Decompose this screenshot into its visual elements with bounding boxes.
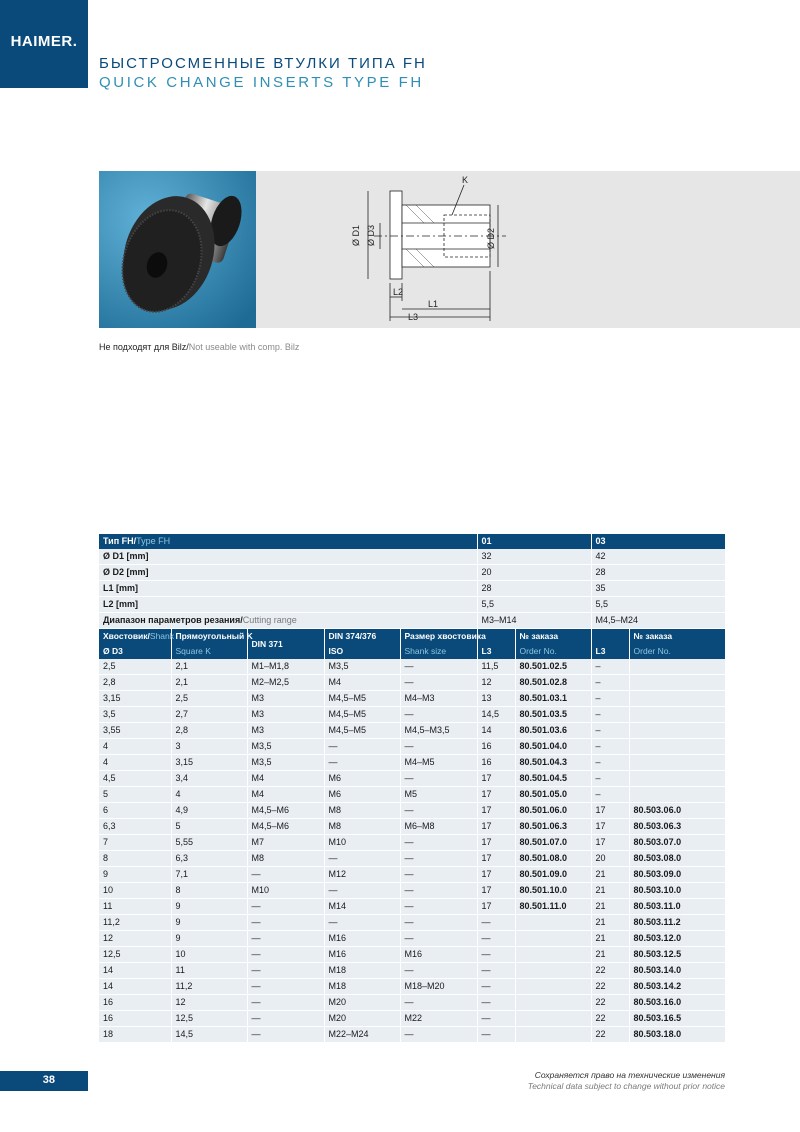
cell-l3-01: 13 <box>477 691 515 707</box>
drawing-label-l2: L2 <box>393 287 404 297</box>
cell-shank: 14 <box>99 979 171 995</box>
cell-square: 9 <box>171 899 247 915</box>
cell-l3-01: — <box>477 931 515 947</box>
cell-l3-01: — <box>477 963 515 979</box>
cell-din371: M10 <box>247 883 324 899</box>
cell-order-01: 80.501.09.0 <box>515 867 591 883</box>
spec-value-03: 35 <box>591 581 725 597</box>
cell-shank: 12,5 <box>99 947 171 963</box>
cell-shank-size: — <box>400 915 477 931</box>
cell-l3-03: – <box>591 771 629 787</box>
spec-value-03: 28 <box>591 565 725 581</box>
cell-l3-03: 21 <box>591 867 629 883</box>
spec-label: L1 [mm] <box>99 581 477 597</box>
cell-order-03: 80.503.06.0 <box>629 803 725 819</box>
cell-shank: 12 <box>99 931 171 947</box>
table-row <box>99 755 725 771</box>
cell-order-03 <box>629 787 725 803</box>
spec-label: Диапазон параметров резания/Cutting range <box>99 613 477 629</box>
cell-l3-01: 16 <box>477 755 515 771</box>
cell-square: 4,9 <box>171 803 247 819</box>
cell-din371: — <box>247 931 324 947</box>
cell-l3-01: 17 <box>477 867 515 883</box>
cell-shank: 2,8 <box>99 675 171 691</box>
spec-header-03: 03 <box>591 534 725 549</box>
cell-order-03: 80.503.08.0 <box>629 851 725 867</box>
table-row <box>99 1027 725 1043</box>
cell-square: 12,5 <box>171 1011 247 1027</box>
spec-label: Ø D2 [mm] <box>99 565 477 581</box>
cell-order-01: 80.501.11.0 <box>515 899 591 915</box>
cell-shank-size: — <box>400 899 477 915</box>
cell-order-03 <box>629 675 725 691</box>
col-header-l3-01: L3 <box>477 629 515 660</box>
cell-order-03: 80.503.16.5 <box>629 1011 725 1027</box>
cell-shank-size: M6–M8 <box>400 819 477 835</box>
cell-din374: M16 <box>324 931 400 947</box>
cell-square: 2,5 <box>171 691 247 707</box>
cell-square: 2,1 <box>171 659 247 675</box>
cell-l3-03: 21 <box>591 899 629 915</box>
cell-din371: M3 <box>247 723 324 739</box>
cell-din374: M16 <box>324 947 400 963</box>
note-ru: Не подходят для Bilz/ <box>99 342 189 352</box>
table-row <box>99 883 725 899</box>
cell-order-01 <box>515 1011 591 1027</box>
cell-square: 11,2 <box>171 979 247 995</box>
cell-shank-size: M4–M5 <box>400 755 477 771</box>
cell-din371: M4 <box>247 771 324 787</box>
technical-drawing <box>256 171 800 328</box>
table-row <box>99 787 725 803</box>
note-en: Not useable with comp. Bilz <box>188 342 300 352</box>
cell-shank-size: — <box>400 963 477 979</box>
table-row <box>99 723 725 739</box>
cell-din374: — <box>324 755 400 771</box>
cell-order-03: 80.503.18.0 <box>629 1027 725 1043</box>
cell-din374: M4 <box>324 675 400 691</box>
cell-din371: — <box>247 947 324 963</box>
drawing-label-l1: L1 <box>428 299 439 309</box>
cell-order-03: 80.503.07.0 <box>629 835 725 851</box>
technical-drawing-panel <box>256 171 800 328</box>
cell-shank-size: M18–M20 <box>400 979 477 995</box>
cell-shank-size: — <box>400 1027 477 1043</box>
cell-shank: 16 <box>99 995 171 1011</box>
cell-l3-01: 17 <box>477 851 515 867</box>
cell-l3-03: 17 <box>591 803 629 819</box>
cell-square: 8 <box>171 883 247 899</box>
cell-l3-01: 14 <box>477 723 515 739</box>
cell-l3-01: 17 <box>477 787 515 803</box>
cell-order-01: 80.501.03.6 <box>515 723 591 739</box>
spec-value-01: 28 <box>477 581 591 597</box>
cell-shank-size: — <box>400 771 477 787</box>
drawing-label-k: K <box>462 175 469 185</box>
cell-order-03 <box>629 659 725 675</box>
cell-order-03: 80.503.14.0 <box>629 963 725 979</box>
cell-shank: 11 <box>99 899 171 915</box>
cell-din374: M4,5–M5 <box>324 707 400 723</box>
spec-value-03: M4,5–M24 <box>591 613 725 629</box>
cell-din374: M20 <box>324 995 400 1011</box>
cell-order-01: 80.501.04.0 <box>515 739 591 755</box>
cell-l3-03: 21 <box>591 947 629 963</box>
spec-header-01: 01 <box>477 534 591 549</box>
cell-shank: 3,15 <box>99 691 171 707</box>
cell-l3-01: 17 <box>477 803 515 819</box>
cell-order-03: 80.503.11.0 <box>629 899 725 915</box>
cell-shank-size: — <box>400 995 477 1011</box>
cell-l3-03: 22 <box>591 995 629 1011</box>
cell-shank-size: — <box>400 851 477 867</box>
table-row <box>99 1011 725 1027</box>
cell-order-01 <box>515 963 591 979</box>
cell-l3-03: – <box>591 755 629 771</box>
cell-shank: 14 <box>99 963 171 979</box>
cell-square: 9 <box>171 915 247 931</box>
table-row <box>99 867 725 883</box>
cell-square: 10 <box>171 947 247 963</box>
col-header-l3-03: L3 <box>591 629 629 660</box>
table-row <box>99 995 725 1011</box>
cell-shank: 16 <box>99 1011 171 1027</box>
drawing-label-d3: Ø D3 <box>366 224 376 246</box>
cell-l3-03: 22 <box>591 979 629 995</box>
spec-row <box>99 549 725 565</box>
cell-l3-01: — <box>477 915 515 931</box>
cell-order-01: 80.501.06.0 <box>515 803 591 819</box>
cell-square: 6,3 <box>171 851 247 867</box>
col-header-din371: DIN 371 <box>247 629 324 660</box>
cell-din374: M8 <box>324 803 400 819</box>
cell-din374: M10 <box>324 835 400 851</box>
cell-l3-03: 22 <box>591 963 629 979</box>
spec-row <box>99 613 725 629</box>
cell-square: 7,1 <box>171 867 247 883</box>
page-number: 38 <box>42 1074 55 1086</box>
cell-l3-03: – <box>591 659 629 675</box>
cell-order-01: 80.501.02.5 <box>515 659 591 675</box>
table-row <box>99 931 725 947</box>
spec-label: Ø D1 [mm] <box>99 549 477 565</box>
cell-order-01: 80.501.03.5 <box>515 707 591 723</box>
cell-l3-01: 17 <box>477 883 515 899</box>
cell-order-01: 80.501.07.0 <box>515 835 591 851</box>
cell-shank: 4 <box>99 739 171 755</box>
cell-order-03: 80.503.12.5 <box>629 947 725 963</box>
col-header-shank: Хвостовик/Shank Ø D3 <box>99 629 171 660</box>
cell-order-01: 80.501.04.3 <box>515 755 591 771</box>
cell-l3-01: 17 <box>477 835 515 851</box>
cell-shank: 11,2 <box>99 915 171 931</box>
table-row <box>99 675 725 691</box>
cell-l3-01: — <box>477 995 515 1011</box>
table-row <box>99 819 725 835</box>
cell-din374: — <box>324 851 400 867</box>
cell-shank-size: — <box>400 659 477 675</box>
cell-shank: 7 <box>99 835 171 851</box>
product-photo <box>99 171 256 328</box>
cell-shank: 5 <box>99 787 171 803</box>
cell-din374: M3,5 <box>324 659 400 675</box>
cell-order-01: 80.501.06.3 <box>515 819 591 835</box>
cell-l3-03: 21 <box>591 883 629 899</box>
page-title-en: QUICK CHANGE INSERTS TYPE FH <box>99 74 424 91</box>
cell-shank: 6,3 <box>99 819 171 835</box>
cell-shank: 3,5 <box>99 707 171 723</box>
cell-din374: M22–M24 <box>324 1027 400 1043</box>
cell-square: 4 <box>171 787 247 803</box>
cell-square: 9 <box>171 931 247 947</box>
cell-din371: — <box>247 995 324 1011</box>
cell-din371: M8 <box>247 851 324 867</box>
cell-din374: M18 <box>324 963 400 979</box>
cell-order-01 <box>515 915 591 931</box>
cell-din371: — <box>247 1011 324 1027</box>
cell-order-03 <box>629 723 725 739</box>
cell-din371: M3 <box>247 707 324 723</box>
product-photo-image <box>99 171 256 328</box>
cell-order-03 <box>629 771 725 787</box>
cell-din374: — <box>324 739 400 755</box>
spec-value-01: M3–M14 <box>477 613 591 629</box>
drawing-label-d2: Ø D2 <box>486 227 496 249</box>
cell-order-01: 80.501.05.0 <box>515 787 591 803</box>
cell-order-03 <box>629 707 725 723</box>
cell-order-01: 80.501.04.5 <box>515 771 591 787</box>
cell-shank-size: — <box>400 867 477 883</box>
drawing-label-l3: L3 <box>408 312 419 322</box>
cell-order-03: 80.503.09.0 <box>629 867 725 883</box>
cell-l3-03: – <box>591 723 629 739</box>
cell-order-03: 80.503.14.2 <box>629 979 725 995</box>
cell-shank-size: M4,5–M3,5 <box>400 723 477 739</box>
cell-order-03: 80.503.06.3 <box>629 819 725 835</box>
cell-l3-03: 20 <box>591 851 629 867</box>
cell-square: 11 <box>171 963 247 979</box>
footer-note-en: Technical data subject to change without prior notice <box>527 1081 725 1091</box>
cell-shank: 2,5 <box>99 659 171 675</box>
cell-order-03: 80.503.12.0 <box>629 931 725 947</box>
cell-shank: 6 <box>99 803 171 819</box>
footer-note-ru: Сохраняется право на технические изменения <box>534 1070 725 1080</box>
cell-order-01 <box>515 947 591 963</box>
col-header-din374: DIN 374/376 ISO <box>324 629 400 660</box>
cell-square: 12 <box>171 995 247 1011</box>
cell-shank-size: — <box>400 835 477 851</box>
cell-shank: 18 <box>99 1027 171 1043</box>
brand-logo: HAIMER. <box>10 33 78 50</box>
cell-din374: M8 <box>324 819 400 835</box>
spec-body <box>99 534 725 629</box>
table-row <box>99 963 725 979</box>
drawing-label-d1: Ø D1 <box>351 224 361 246</box>
cell-square: 3,15 <box>171 755 247 771</box>
cell-square: 3 <box>171 739 247 755</box>
cell-l3-01: 14,5 <box>477 707 515 723</box>
spec-value-01: 20 <box>477 565 591 581</box>
table-row <box>99 707 725 723</box>
cell-din374: M6 <box>324 787 400 803</box>
cell-din371: M4 <box>247 787 324 803</box>
cell-din371: M1–M1,8 <box>247 659 324 675</box>
cell-l3-03: 22 <box>591 1011 629 1027</box>
cell-l3-01: 17 <box>477 819 515 835</box>
cell-din374: M20 <box>324 1011 400 1027</box>
cell-din374: M4,5–M5 <box>324 691 400 707</box>
cell-din371: — <box>247 867 324 883</box>
cell-l3-01: — <box>477 1011 515 1027</box>
spec-header-row <box>99 534 725 549</box>
cell-din374: M6 <box>324 771 400 787</box>
cell-shank-size: M22 <box>400 1011 477 1027</box>
cell-order-03 <box>629 755 725 771</box>
cell-square: 5 <box>171 819 247 835</box>
table-row <box>99 739 725 755</box>
cell-order-01 <box>515 931 591 947</box>
data-body <box>99 659 725 1043</box>
cell-l3-01: 11,5 <box>477 659 515 675</box>
cell-shank-size: — <box>400 803 477 819</box>
cell-l3-03: – <box>591 707 629 723</box>
cell-order-03 <box>629 739 725 755</box>
cell-shank-size: — <box>400 707 477 723</box>
cell-shank-size: — <box>400 739 477 755</box>
cell-l3-03: – <box>591 691 629 707</box>
spec-header-label: Тип FH/Type FH <box>99 534 477 549</box>
cell-square: 3,4 <box>171 771 247 787</box>
cell-l3-01: 12 <box>477 675 515 691</box>
spec-value-03: 42 <box>591 549 725 565</box>
cell-shank-size: — <box>400 883 477 899</box>
cell-square: 2,7 <box>171 707 247 723</box>
cell-din371: M7 <box>247 835 324 851</box>
cell-order-01: 80.501.03.1 <box>515 691 591 707</box>
cell-din371: — <box>247 899 324 915</box>
cell-din371: — <box>247 1027 324 1043</box>
column-header-row <box>99 629 725 660</box>
spec-row <box>99 581 725 597</box>
cell-order-03: 80.503.16.0 <box>629 995 725 1011</box>
cell-order-01 <box>515 995 591 1011</box>
cell-order-03 <box>629 691 725 707</box>
table-row <box>99 835 725 851</box>
cell-din374: M14 <box>324 899 400 915</box>
table-row <box>99 803 725 819</box>
cell-din371: — <box>247 963 324 979</box>
cell-din374: M4,5–M5 <box>324 723 400 739</box>
spec-value-01: 5,5 <box>477 597 591 613</box>
table-row <box>99 851 725 867</box>
cell-din374: — <box>324 915 400 931</box>
spec-value-01: 32 <box>477 549 591 565</box>
cell-l3-01: 17 <box>477 899 515 915</box>
spec-row <box>99 565 725 581</box>
cell-l3-01: — <box>477 979 515 995</box>
table-row <box>99 691 725 707</box>
cell-square: 2,1 <box>171 675 247 691</box>
cell-din371: M4,5–M6 <box>247 803 324 819</box>
cell-din371: — <box>247 979 324 995</box>
cell-order-03: 80.503.10.0 <box>629 883 725 899</box>
cell-shank-size: M4–M3 <box>400 691 477 707</box>
table-row <box>99 979 725 995</box>
cell-l3-03: 21 <box>591 931 629 947</box>
cell-l3-03: 17 <box>591 819 629 835</box>
compatibility-note <box>99 342 299 352</box>
cell-order-03: 80.503.11.2 <box>629 915 725 931</box>
cell-l3-01: — <box>477 947 515 963</box>
cell-shank: 8 <box>99 851 171 867</box>
spec-value-03: 5,5 <box>591 597 725 613</box>
cell-l3-03: – <box>591 787 629 803</box>
col-header-order-01: № заказа Order No. <box>515 629 591 660</box>
col-header-square: Прямоугольный K Square K <box>171 629 247 660</box>
cell-din371: M2–M2,5 <box>247 675 324 691</box>
cell-shank-size: — <box>400 675 477 691</box>
cell-order-01 <box>515 979 591 995</box>
table-row <box>99 947 725 963</box>
cell-l3-03: – <box>591 739 629 755</box>
table-row <box>99 771 725 787</box>
cell-l3-01: 16 <box>477 739 515 755</box>
cell-din374: M18 <box>324 979 400 995</box>
cell-shank-size: M16 <box>400 947 477 963</box>
cell-din371: M3 <box>247 691 324 707</box>
cell-shank: 4 <box>99 755 171 771</box>
table-row <box>99 659 725 675</box>
table-row <box>99 899 725 915</box>
cell-l3-03: – <box>591 675 629 691</box>
col-header-shank-size: Размер хвостовика Shank size <box>400 629 477 660</box>
cell-din374: M12 <box>324 867 400 883</box>
cell-shank-size: — <box>400 931 477 947</box>
cell-square: 5,55 <box>171 835 247 851</box>
cell-shank: 10 <box>99 883 171 899</box>
cell-shank-size: M5 <box>400 787 477 803</box>
cell-shank: 9 <box>99 867 171 883</box>
cell-order-01: 80.501.08.0 <box>515 851 591 867</box>
spec-row <box>99 597 725 613</box>
cell-l3-03: 21 <box>591 915 629 931</box>
cell-shank: 4,5 <box>99 771 171 787</box>
spec-label: L2 [mm] <box>99 597 477 613</box>
product-table <box>99 534 726 1043</box>
cell-l3-01: — <box>477 1027 515 1043</box>
cell-shank: 3,55 <box>99 723 171 739</box>
cell-din371: M3,5 <box>247 755 324 771</box>
cell-square: 2,8 <box>171 723 247 739</box>
col-header-order-03: № заказа Order No. <box>629 629 725 660</box>
cell-square: 14,5 <box>171 1027 247 1043</box>
cell-din371: M3,5 <box>247 739 324 755</box>
cell-order-01: 80.501.10.0 <box>515 883 591 899</box>
cell-din371: — <box>247 915 324 931</box>
cell-din371: M4,5–M6 <box>247 819 324 835</box>
cell-l3-01: 17 <box>477 771 515 787</box>
cell-order-01 <box>515 1027 591 1043</box>
cell-order-01: 80.501.02.8 <box>515 675 591 691</box>
page-title-ru: БЫСТРОСМЕННЫЕ ВТУЛКИ ТИПА FH <box>99 55 427 72</box>
cell-din374: — <box>324 883 400 899</box>
cell-l3-03: 22 <box>591 1027 629 1043</box>
table-row <box>99 915 725 931</box>
cell-l3-03: 17 <box>591 835 629 851</box>
